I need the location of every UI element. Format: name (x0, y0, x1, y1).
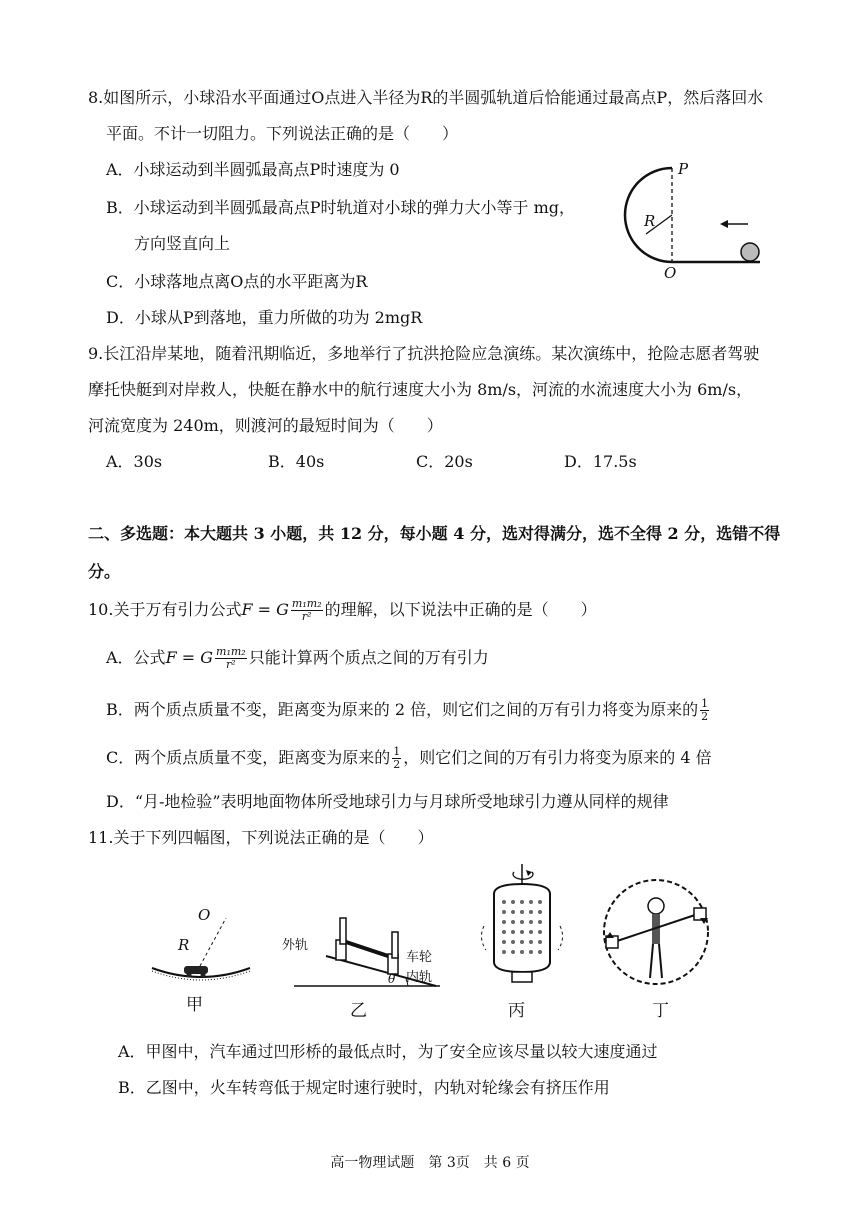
section2-heading-line1: 二、多选题：本大题共 3 小题，共 12 分，每小题 4 分，选对得满分，选不全得 2 分，选错不得 (88, 524, 781, 543)
q10-formula-numerator: m₁m₂ (291, 597, 322, 610)
q9-stem-line2: 摩托快艇到对岸救人，快艇在静水中的航行速度大小为 8m/s，河流的水流速度大小为 6m/s， (88, 380, 753, 399)
q10-option-a-formula-lhs: F = G (165, 648, 214, 667)
q8-option-b-line2: 方向竖直向上 (134, 234, 231, 253)
q9-option-c: C．20s (416, 452, 473, 471)
q11-stem: 11.关于下列四幅图，下列说法正确的是（ ） (88, 828, 434, 847)
q8-stem-line1: 8.如图所示，小球沿水平面通过O点进入半径为R的半圆弧轨道后恰能通过最高点P，然后落回水 (88, 88, 764, 107)
q10-stem (88, 598, 597, 623)
q11-option-a: A．甲图中，汽车通过凹形桥的最低点时，为了安全应该尽量以较大速度通过 (118, 1042, 658, 1061)
q11-caption-jia: 甲 (186, 995, 203, 1015)
q10-formula-fraction (291, 598, 323, 623)
q9-option-a: A．30s (106, 452, 163, 471)
q11-jia-label-r: R (178, 936, 190, 954)
q10-stem-post: 的理解，以下说法中正确的是（ ） (324, 600, 597, 619)
q10-option-b-half-den: 2 (701, 710, 709, 723)
q9-option-b: B．40s (268, 452, 325, 471)
q10-option-b (106, 698, 711, 723)
q10-option-b-half (700, 698, 709, 723)
q10-option-b-text: B．两个质点质量不变，距离变为原来的 2 倍，则它们之间的万有引力将变为原来的 (106, 700, 699, 719)
q8-label-p: P (678, 160, 689, 178)
q9-stem-line1: 9.长江沿岸某地，随着汛期临近，多地举行了抗洪抢险应急演练。某次演练中，抢险志愿者驾驶 (88, 344, 760, 363)
q11-figure-jia (146, 900, 256, 990)
q10-option-c-half-den: 2 (393, 758, 401, 771)
q10-formula-lhs: F = G (241, 600, 289, 619)
q8-option-d: D．小球从P到落地，重力所做的功为 2mgR (106, 308, 423, 327)
q8-stem-line2: 平面。不计一切阻力。下列说法正确的是（ ） (106, 124, 459, 143)
q11-option-b: B．乙图中，火车转弯低于规定时速行驶时，内轨对轮缘会有挤压作用 (118, 1078, 610, 1097)
spin-dryer-diagram (472, 862, 572, 994)
q10-option-d: D．“月-地检验”表明地面物体所受地球引力与月球所受地球引力遵从同样的规律 (106, 792, 669, 811)
q10-option-b-half-num: 1 (701, 697, 709, 710)
q11-caption-ding: 丁 (652, 1001, 669, 1021)
q8-label-r: R (644, 212, 656, 230)
q9-option-d: D．17.5s (564, 452, 637, 471)
q10-option-c-half (392, 746, 401, 771)
q9-stem-line3: 河流宽度为 240m，则渡河的最短时间为（ ） (88, 416, 443, 435)
semicircle-track-diagram (600, 150, 780, 290)
q11-caption-yi: 乙 (350, 1001, 367, 1021)
q10-option-a-pre: A．公式 (106, 648, 166, 667)
q11-figure-bing (472, 862, 572, 994)
q8-option-c: C．小球落地点离O点的水平距离为R (106, 272, 368, 291)
q8-label-o: O (664, 264, 677, 282)
q10-option-c-post: ，则它们之间的万有引力将变为原来的 4 倍 (403, 748, 712, 767)
bucket-swing-diagram (596, 874, 716, 992)
q10-option-a-numerator: m₁m₂ (216, 645, 246, 658)
q11-figure-ding (596, 874, 716, 992)
q10-formula-denominator: r² (301, 610, 312, 623)
q11-figure-yi (280, 896, 450, 992)
q8-option-a: A．小球运动到半圆弧最高点P时速度为 0 (106, 160, 400, 179)
q11-yi-label-outer: 外轨 (282, 938, 309, 953)
q8-figure (600, 150, 780, 290)
q10-option-a (106, 646, 489, 671)
q10-option-a-fraction (215, 646, 247, 671)
q8-option-b-line1: B．小球运动到半圆弧最高点P时轨道对小球的弹力大小等于 mg， (106, 198, 576, 217)
q11-caption-bing: 丙 (508, 1001, 525, 1021)
q11-yi-label-theta: θ (388, 972, 396, 986)
q10-option-a-post: 只能计算两个质点之间的万有引力 (248, 648, 489, 667)
q10-option-c-pre: C．两个质点质量不变，距离变为原来的 (106, 748, 391, 767)
q10-option-a-denominator: r² (226, 658, 236, 671)
page-footer: 高一物理试题 第 3页 共 6 页 (330, 1155, 530, 1171)
section2-heading-line2: 分。 (88, 562, 121, 581)
q10-option-c-half-num: 1 (393, 745, 401, 758)
q11-yi-label-inner: 内轨 (406, 970, 433, 985)
q11-yi-label-wheel: 车轮 (406, 950, 433, 965)
q10-option-c (106, 746, 712, 771)
q10-stem-pre: 10.关于万有引力公式 (88, 600, 242, 619)
q11-jia-label-o: O (198, 906, 211, 924)
